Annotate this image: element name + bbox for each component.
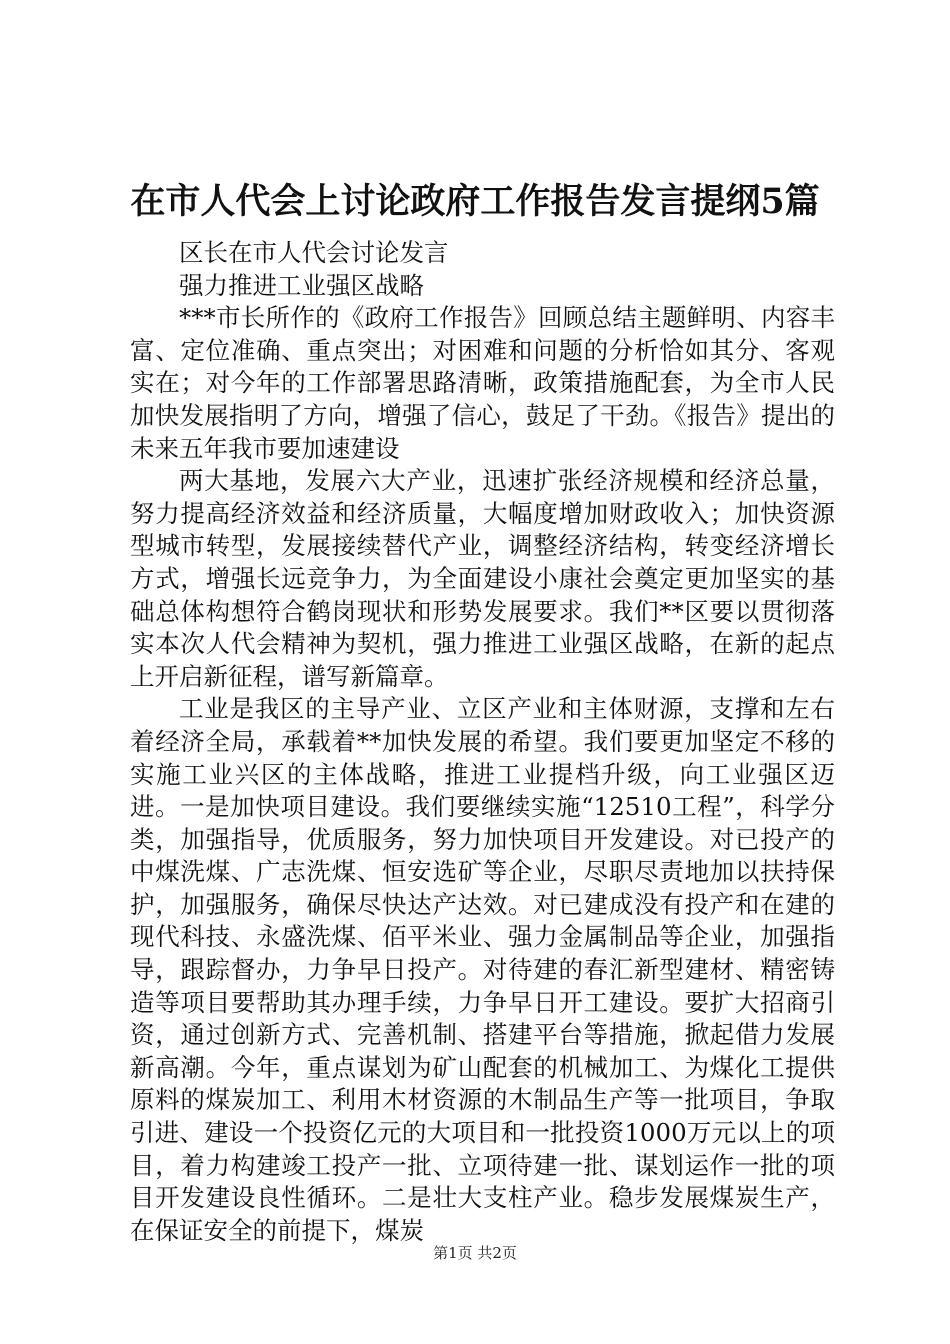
document-body — [130, 237, 835, 1247]
paragraph-body: ***市长所作的《政府工作报告》回顾总结主题鲜明、内容丰富、定位准确、重点突出；对困难和问题的分析恰如其分、客观实在；对今年的工作部署思路清晰，政策措施配套，为全市人民加快发展指明了方向，增强了信心，鼓足了干劲。《报告》提出的未来五年我市要加速建设 — [130, 303, 835, 463]
paragraph-subtitle-speaker: 区长在市人代会讨论发言 — [179, 238, 449, 267]
page-number-footer: 第1页 共2页 — [433, 1244, 517, 1262]
document-title: 在市人代会上讨论政府工作报告发言提纲5篇 — [130, 181, 820, 222]
paragraph-body: 工业是我区的主导产业、立区产业和主体财源，支撑和左右着经济全局，承载着**加快发展的希望。我们要更加坚定不移的实施工业兴区的主体战略，推进工业提档升级，向工业强区迈进。一是加快项目建设。我们要继续实施“12510工程”，科学分类，加强指导，优质服务，努力加快项目开发建设。对已投产的中煤洗煤、广志洗煤、恒安选矿等企业，尽职尽责地加以扶持保护，加强服务，确保尽快达产达效。对已建成没有投产和在建的现代科技、永盛洗煤、佰平米业、强力金属制品等企业，加强指导，跟踪督办，力争早日投产。对待建的春汇新型建材、精密铸造等项目要帮助其办理手续，力争早日开工建设。要扩大招商引资，通过创新方式、完善机制、搭建平台等措施，掀起借力发展新高潮。今年，重点谋划为矿山配套的机械加工、为煤化工提供原料的煤炭加工、利用木材资源的木制品生产等一批项目，争取引进、建设一个投资亿元的大项目和一批投资1000万元以上的项目，着力构建竣工投产一批、立项待建一批、谋划运作一批的项目开发建设良性循环。二是壮大支柱产业。稳步发展煤炭生产，在保证安全的前提下，煤炭 — [130, 694, 835, 1245]
paragraph-subtitle-topic: 强力推进工业强区战略 — [179, 270, 424, 300]
paragraph-body: 两大基地，发展六大产业，迅速扩张经济规模和经济总量，努力提高经济效益和经济质量，大幅度增加财政收入；加快资源型城市转型，发展接续替代产业，调整经济结构，转变经济增长方式，增强长远竞争力，为全面建设小康社会奠定更加坚实的基础总体构想符合鹤岗现状和形势发展要求。我们**区要以贯彻落实本次人代会精神为契机，强力推进工业强区战略，在新的起点上开启新征程，谱写新篇章。 — [130, 466, 835, 691]
